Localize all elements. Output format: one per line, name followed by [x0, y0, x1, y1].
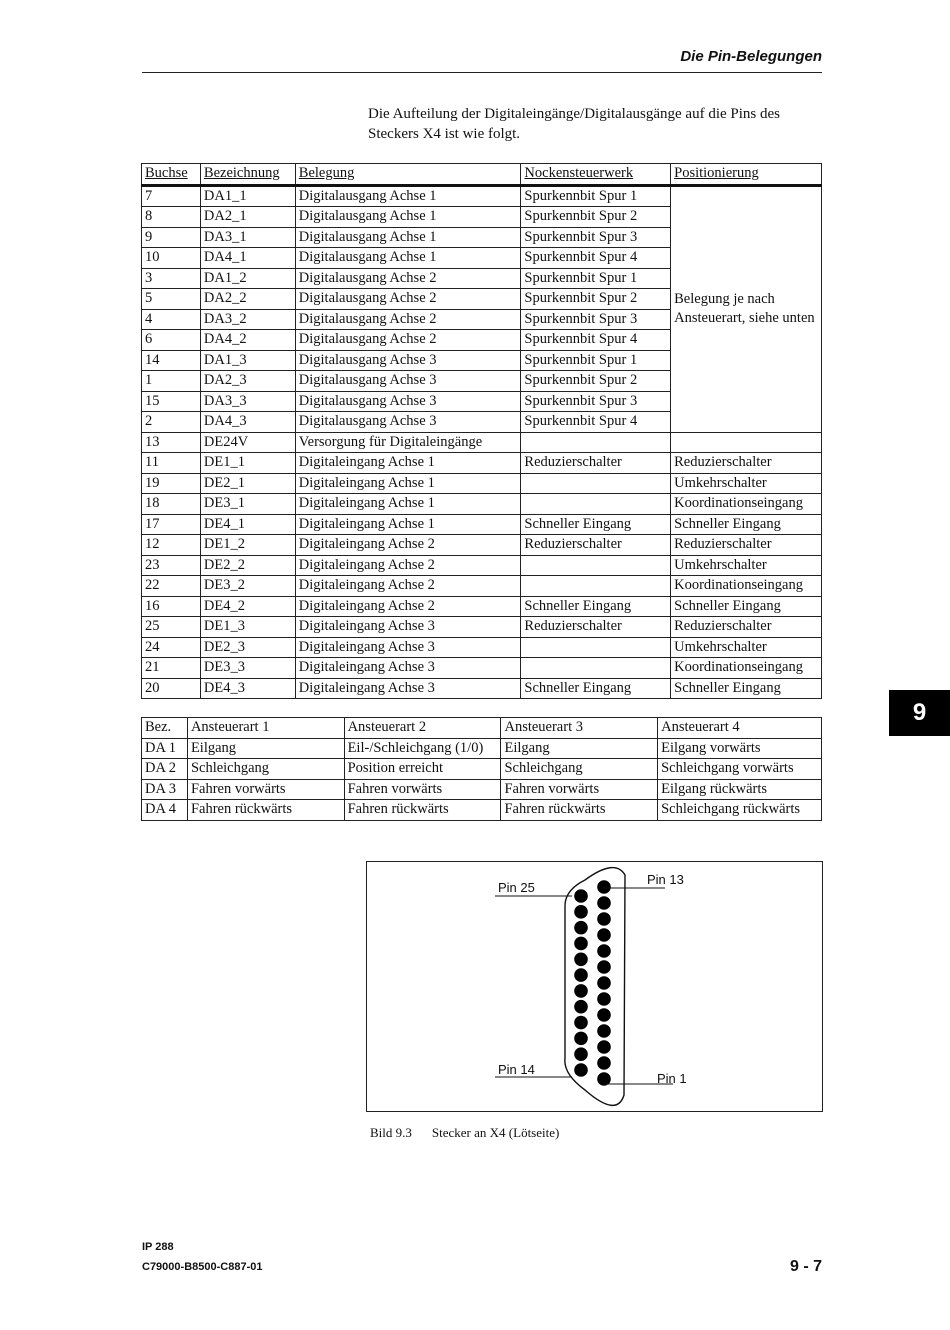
cell-ansteuerart: Fahren vorwärts — [187, 779, 344, 800]
cell-nockensteuerwerk: Spurkennbit Spur 1 — [521, 185, 671, 207]
pin-assignment-table — [141, 163, 822, 699]
cell-buchse: 13 — [142, 432, 201, 453]
cell-positionierung: Reduzierschalter — [671, 617, 822, 638]
connector-outline — [565, 868, 625, 1106]
cell-bezeichnung: DA1_2 — [200, 268, 295, 289]
cell-bezeichnung: DE2_1 — [200, 473, 295, 494]
connector-figure — [366, 861, 823, 1112]
cell-nockensteuerwerk — [521, 473, 671, 494]
cell-nockensteuerwerk — [521, 555, 671, 576]
cell-bezeichnung: DA4_3 — [200, 412, 295, 433]
cell-nockensteuerwerk — [521, 576, 671, 597]
cell-bezeichnung: DE24V — [200, 432, 295, 453]
cell-bezeichnung: DE4_3 — [200, 678, 295, 699]
pin-top — [597, 944, 611, 958]
cell-buchse: 4 — [142, 309, 201, 330]
ansteuer-header-cell: Ansteuerart 4 — [658, 718, 822, 739]
running-header-title: Die Pin-Belegungen — [680, 48, 822, 65]
pin-bottom — [574, 1047, 588, 1061]
footer-order-number: C79000-B8500-C887-01 — [142, 1261, 263, 1273]
pin13-label: Pin 13 — [647, 872, 684, 887]
cell-nockensteuerwerk: Schneller Eingang — [521, 678, 671, 699]
cell-bezeichnung: DA1_3 — [200, 350, 295, 371]
cell-nockensteuerwerk — [521, 658, 671, 679]
cell-bezeichnung: DA1_1 — [200, 185, 295, 207]
cell-nockensteuerwerk: Spurkennbit Spur 4 — [521, 412, 671, 433]
pin-top — [597, 992, 611, 1006]
caption-number: Bild 9.3 — [370, 1125, 412, 1140]
cell-ansteuerart: Eilgang vorwärts — [658, 738, 822, 759]
cell-nockensteuerwerk: Spurkennbit Spur 2 — [521, 371, 671, 392]
cell-buchse: 7 — [142, 185, 201, 207]
pin-row-bottom — [574, 889, 588, 1077]
ansteuer-header-cell: Ansteuerart 2 — [344, 718, 501, 739]
header-buchse: Buchse — [142, 164, 201, 186]
pin-bottom — [574, 889, 588, 903]
cell-nockensteuerwerk: Spurkennbit Spur 4 — [521, 248, 671, 269]
table-row — [142, 678, 822, 699]
cell-bezeichnung: DA4_1 — [200, 248, 295, 269]
cell-belegung: Digitalausgang Achse 2 — [295, 268, 521, 289]
cell-positionierung: Koordinationseingang — [671, 658, 822, 679]
pin-table-body — [142, 185, 822, 699]
pin-top — [597, 896, 611, 910]
cell-nockensteuerwerk: Spurkennbit Spur 1 — [521, 268, 671, 289]
cell-buchse: 17 — [142, 514, 201, 535]
cell-buchse: 6 — [142, 330, 201, 351]
cell-buchse: 10 — [142, 248, 201, 269]
cell-buchse: 9 — [142, 227, 201, 248]
pin-bottom — [574, 1016, 588, 1030]
cell-buchse: 14 — [142, 350, 201, 371]
pin-top — [597, 960, 611, 974]
cell-bez: DA 3 — [142, 779, 188, 800]
cell-nockensteuerwerk: Spurkennbit Spur 2 — [521, 289, 671, 310]
cell-ansteuerart: Fahren rückwärts — [501, 800, 658, 821]
pin-bottom — [574, 1032, 588, 1046]
cell-belegung: Digitalausgang Achse 3 — [295, 412, 521, 433]
cell-buchse: 16 — [142, 596, 201, 617]
cell-positionierung — [671, 432, 822, 453]
cell-positionierung: Umkehrschalter — [671, 637, 822, 658]
ansteuer-header-row — [142, 718, 822, 739]
header-belegung: Belegung — [295, 164, 521, 186]
cell-belegung: Digitaleingang Achse 1 — [295, 494, 521, 515]
cell-positionierung: Umkehrschalter — [671, 473, 822, 494]
pin-top — [597, 880, 611, 894]
cell-buchse: 18 — [142, 494, 201, 515]
cell-bezeichnung: DA3_2 — [200, 309, 295, 330]
cell-bezeichnung: DA2_2 — [200, 289, 295, 310]
cell-nockensteuerwerk — [521, 494, 671, 515]
cell-ansteuerart: Fahren rückwärts — [344, 800, 501, 821]
pin-bottom — [574, 937, 588, 951]
cell-ansteuerart: Fahren vorwärts — [501, 779, 658, 800]
cell-nockensteuerwerk: Spurkennbit Spur 1 — [521, 350, 671, 371]
table-row — [142, 596, 822, 617]
table-row — [142, 576, 822, 597]
chapter-tab-marker: 9 — [889, 690, 950, 736]
cell-bezeichnung: DE2_3 — [200, 637, 295, 658]
cell-belegung: Digitaleingang Achse 2 — [295, 555, 521, 576]
cell-buchse: 11 — [142, 453, 201, 474]
cell-positionierung: Schneller Eingang — [671, 596, 822, 617]
cell-belegung: Digitaleingang Achse 2 — [295, 535, 521, 556]
cell-buchse: 8 — [142, 207, 201, 228]
table-row — [142, 779, 822, 800]
header-nockensteuerwerk: Nockensteuerwerk — [521, 164, 671, 186]
cell-buchse: 5 — [142, 289, 201, 310]
cell-belegung: Digitalausgang Achse 3 — [295, 350, 521, 371]
footer-product: IP 288 — [142, 1241, 174, 1253]
header-positionierung: Positionierung — [671, 164, 822, 186]
table-row — [142, 658, 822, 679]
table-row — [142, 514, 822, 535]
table-row — [142, 494, 822, 515]
cell-positionierung: Koordinationseingang — [671, 494, 822, 515]
pin-bottom — [574, 1063, 588, 1077]
cell-bezeichnung: DE1_1 — [200, 453, 295, 474]
cell-nockensteuerwerk: Spurkennbit Spur 3 — [521, 227, 671, 248]
ansteuerart-table — [141, 717, 822, 821]
cell-positionierung: Koordinationseingang — [671, 576, 822, 597]
cell-ansteuerart: Eil-/Schleichgang (1/0) — [344, 738, 501, 759]
cell-belegung: Digitaleingang Achse 1 — [295, 473, 521, 494]
cell-ansteuerart: Schleichgang — [187, 759, 344, 780]
cell-buchse: 3 — [142, 268, 201, 289]
cell-belegung: Digitalausgang Achse 3 — [295, 391, 521, 412]
cell-nockensteuerwerk: Schneller Eingang — [521, 596, 671, 617]
cell-belegung: Digitaleingang Achse 1 — [295, 453, 521, 474]
cell-nockensteuerwerk: Spurkennbit Spur 3 — [521, 391, 671, 412]
cell-bezeichnung: DE1_3 — [200, 617, 295, 638]
pin-bottom — [574, 1000, 588, 1014]
cell-positionierung: Schneller Eingang — [671, 678, 822, 699]
ansteuer-header-cell: Ansteuerart 3 — [501, 718, 658, 739]
cell-bezeichnung: DE4_1 — [200, 514, 295, 535]
cell-bezeichnung: DE3_1 — [200, 494, 295, 515]
cell-belegung: Digitalausgang Achse 1 — [295, 248, 521, 269]
pin-bottom — [574, 921, 588, 935]
cell-buchse: 24 — [142, 637, 201, 658]
cell-buchse: 25 — [142, 617, 201, 638]
cell-bez: DA 2 — [142, 759, 188, 780]
pin-bottom — [574, 968, 588, 982]
cell-bezeichnung: DA4_2 — [200, 330, 295, 351]
caption-text: Stecker an X4 (Lötseite) — [431, 1125, 560, 1140]
pin-top — [597, 976, 611, 990]
cell-buchse: 20 — [142, 678, 201, 699]
cell-positionierung: Umkehrschalter — [671, 555, 822, 576]
cell-ansteuerart: Schleichgang — [501, 759, 658, 780]
cell-belegung: Digitaleingang Achse 2 — [295, 576, 521, 597]
cell-nockensteuerwerk: Spurkennbit Spur 2 — [521, 207, 671, 228]
cell-nockensteuerwerk: Spurkennbit Spur 3 — [521, 309, 671, 330]
cell-bezeichnung: DA3_3 — [200, 391, 295, 412]
pin1-label: Pin 1 — [657, 1071, 687, 1086]
pin-bottom — [574, 984, 588, 998]
cell-belegung: Digitalausgang Achse 2 — [295, 289, 521, 310]
cell-belegung: Digitalausgang Achse 1 — [295, 185, 521, 207]
pin-top — [597, 1024, 611, 1038]
table-row — [142, 555, 822, 576]
table-row — [142, 185, 822, 207]
pin-top — [597, 1008, 611, 1022]
cell-buchse: 21 — [142, 658, 201, 679]
figure-caption — [370, 1125, 559, 1141]
cell-bezeichnung: DA2_3 — [200, 371, 295, 392]
cell-bezeichnung: DE1_2 — [200, 535, 295, 556]
cell-ansteuerart: Position erreicht — [344, 759, 501, 780]
ansteuerart-table-body — [142, 718, 822, 821]
cell-bezeichnung: DE4_2 — [200, 596, 295, 617]
cell-ansteuerart: Eilgang — [501, 738, 658, 759]
cell-bezeichnung: DE3_2 — [200, 576, 295, 597]
cell-ansteuerart: Eilgang — [187, 738, 344, 759]
cell-buchse: 19 — [142, 473, 201, 494]
ansteuer-header-cell: Bez. — [142, 718, 188, 739]
cell-belegung: Digitaleingang Achse 2 — [295, 596, 521, 617]
cell-bezeichnung: DE2_2 — [200, 555, 295, 576]
cell-belegung: Digitalausgang Achse 3 — [295, 371, 521, 392]
page-number: 9 - 7 — [789, 1258, 822, 1275]
intro-paragraph: Die Aufteilung der Digitaleingänge/Digitalausgänge auf die Pins des Steckers X4 ist wie folgt. — [368, 106, 780, 142]
cell-positionierung: Reduzierschalter — [671, 535, 822, 556]
cell-belegung: Digitaleingang Achse 3 — [295, 658, 521, 679]
table-row — [142, 637, 822, 658]
cell-ansteuerart: Schleichgang vorwärts — [658, 759, 822, 780]
positionierung-merged-note: Belegung je nach Ansteuerart, siehe unten — [671, 185, 822, 432]
table-row — [142, 738, 822, 759]
cell-nockensteuerwerk: Reduzierschalter — [521, 535, 671, 556]
cell-belegung: Digitalausgang Achse 2 — [295, 330, 521, 351]
cell-bezeichnung: DA3_1 — [200, 227, 295, 248]
cell-positionierung: Schneller Eingang — [671, 514, 822, 535]
cell-ansteuerart: Schleichgang rückwärts — [658, 800, 822, 821]
cell-bezeichnung: DA2_1 — [200, 207, 295, 228]
cell-nockensteuerwerk — [521, 432, 671, 453]
cell-buchse: 22 — [142, 576, 201, 597]
cell-buchse: 12 — [142, 535, 201, 556]
pin14-label: Pin 14 — [498, 1062, 535, 1077]
cell-nockensteuerwerk: Schneller Eingang — [521, 514, 671, 535]
cell-belegung: Digitalausgang Achse 1 — [295, 227, 521, 248]
header-rule — [142, 72, 822, 73]
table-row — [142, 617, 822, 638]
table-row — [142, 800, 822, 821]
cell-belegung: Digitalausgang Achse 2 — [295, 309, 521, 330]
pin-bottom — [574, 952, 588, 966]
cell-bezeichnung: DE3_3 — [200, 658, 295, 679]
cell-nockensteuerwerk: Spurkennbit Spur 4 — [521, 330, 671, 351]
cell-ansteuerart: Eilgang rückwärts — [658, 779, 822, 800]
pin25-label: Pin 25 — [498, 880, 535, 895]
pin-top — [597, 928, 611, 942]
pin-top — [597, 1040, 611, 1054]
cell-nockensteuerwerk: Reduzierschalter — [521, 453, 671, 474]
cell-buchse: 1 — [142, 371, 201, 392]
pin-row-top — [597, 880, 611, 1086]
cell-bez: DA 4 — [142, 800, 188, 821]
cell-buchse: 2 — [142, 412, 201, 433]
cell-buchse: 23 — [142, 555, 201, 576]
table-row — [142, 759, 822, 780]
pin-top — [597, 1056, 611, 1070]
cell-belegung: Digitaleingang Achse 3 — [295, 637, 521, 658]
cell-belegung: Digitaleingang Achse 1 — [295, 514, 521, 535]
cell-buchse: 15 — [142, 391, 201, 412]
header-bezeichnung: Bezeichnung — [200, 164, 295, 186]
cell-ansteuerart: Fahren rückwärts — [187, 800, 344, 821]
cell-belegung: Versorgung für Digitaleingänge — [295, 432, 521, 453]
cell-belegung: Digitaleingang Achse 3 — [295, 678, 521, 699]
cell-nockensteuerwerk: Reduzierschalter — [521, 617, 671, 638]
connector-drawing — [367, 862, 822, 1111]
cell-belegung: Digitaleingang Achse 3 — [295, 617, 521, 638]
pin-table-header-row — [142, 164, 822, 186]
table-row — [142, 453, 822, 474]
table-row — [142, 432, 822, 453]
ansteuer-header-cell: Ansteuerart 1 — [187, 718, 344, 739]
cell-bez: DA 1 — [142, 738, 188, 759]
table-row — [142, 535, 822, 556]
cell-belegung: Digitalausgang Achse 1 — [295, 207, 521, 228]
pin-top — [597, 912, 611, 926]
table-row — [142, 473, 822, 494]
cell-ansteuerart: Fahren vorwärts — [344, 779, 501, 800]
cell-nockensteuerwerk — [521, 637, 671, 658]
pin-bottom — [574, 905, 588, 919]
cell-positionierung: Reduzierschalter — [671, 453, 822, 474]
